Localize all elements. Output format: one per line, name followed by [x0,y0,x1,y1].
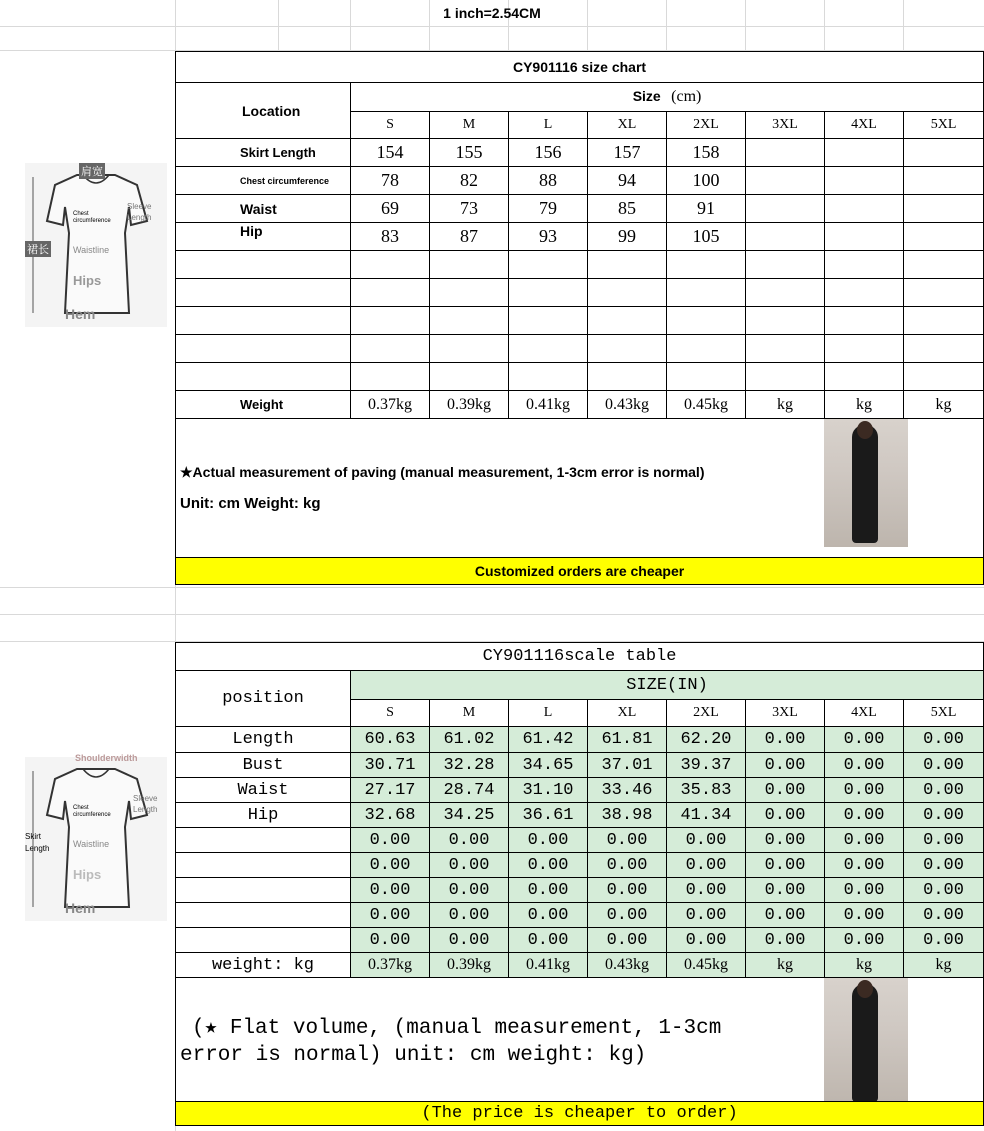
cell: 0.00 [509,903,588,928]
cell: 27.17 [351,778,430,803]
size-col-5xl: 5XL [904,700,984,727]
size-chart-cm [175,51,984,585]
cell: 0.00 [667,903,746,928]
cell: 0.00 [588,928,667,953]
weight-label: Weight [176,391,351,419]
cell: 0.00 [667,878,746,903]
cell: 82 [430,167,509,195]
cell [746,167,825,195]
table-row [176,727,984,753]
model-dress [852,984,878,1102]
cell: 91 [667,195,746,223]
cell: 0.00 [509,928,588,953]
cell: 0.00 [904,828,984,853]
cell: 0.00 [430,903,509,928]
note-line-2: Unit: cm Weight: kg [180,495,321,512]
size-col-3xl: 3XL [746,700,825,727]
cell: 0.00 [588,903,667,928]
cell: 0.00 [746,778,825,803]
weight-cell: kg [746,953,825,978]
weight-cell: kg [746,391,825,419]
cell: 39.37 [667,753,746,778]
cell: 0.00 [746,903,825,928]
size-col-m: M [430,700,509,727]
model-photo-icon [824,419,908,547]
cell: 0.00 [904,853,984,878]
cell: 61.02 [430,727,509,753]
dress-sketch-icon [25,753,167,921]
cell: 156 [509,139,588,167]
cell: 32.28 [430,753,509,778]
cell: 0.00 [746,727,825,753]
row-label: Bust [176,753,351,778]
cell: 62.20 [667,727,746,753]
cell: 0.00 [746,853,825,878]
size-col-4xl: 4XL [825,112,904,139]
cell: 85 [588,195,667,223]
row-label: Waist [176,778,351,803]
hips-label: Hips [73,867,102,882]
chest-label: Chest circumference [73,805,111,818]
weight-cell: 0.39kg [430,391,509,419]
size-col-5xl: 5XL [904,112,984,139]
row-label: Skirt Length [176,139,351,167]
cell: 155 [430,139,509,167]
row-label [176,853,351,878]
weight-cell: 0.43kg [588,953,667,978]
model-dress [852,425,878,543]
size-header-unit: (cm) [671,88,702,105]
cell: 41.34 [667,803,746,828]
cell: 0.00 [746,878,825,903]
empty-row [176,251,984,279]
table-row [176,853,984,878]
size-col-l: L [509,700,588,727]
weight-row [176,391,984,419]
row-label: Waist [176,195,351,223]
cell: 0.00 [430,853,509,878]
cell: 61.42 [509,727,588,753]
size-col-2xl: 2XL [667,700,746,727]
note-line-1: ★Actual measurement of paving (manual measurement, 1-3cm error is normal) [180,464,705,480]
cell: 0.00 [667,828,746,853]
cell: 0.00 [825,803,904,828]
cell [825,195,904,223]
row-label [176,928,351,953]
cell: 0.00 [825,727,904,753]
size-col-xl: XL [588,700,667,727]
chart-title: CY901116 size chart [176,52,984,83]
cell [746,223,825,251]
row-label [176,828,351,853]
chest-label: Chest circumference [73,211,111,224]
cell [904,167,984,195]
cell: 0.00 [351,903,430,928]
cell: 0.00 [904,903,984,928]
table-row [176,928,984,953]
cell: 0.00 [904,803,984,828]
cell: 38.98 [588,803,667,828]
cell: 34.25 [430,803,509,828]
cell: 60.63 [351,727,430,753]
row-label: Hip [176,223,351,251]
cell [904,223,984,251]
table-row [176,828,984,853]
cell: 0.00 [904,928,984,953]
location-header: Location [176,83,351,139]
cell: 0.00 [430,928,509,953]
empty-row [176,335,984,363]
table-row [176,223,984,251]
cell: 99 [588,223,667,251]
empty-row [176,363,984,391]
hem-label: Hem [65,900,96,916]
cell: 0.00 [825,878,904,903]
cell [746,139,825,167]
table-row [176,778,984,803]
weight-cell: 0.37kg [351,953,430,978]
waistline-label: Waistline [73,839,110,849]
cell: 30.71 [351,753,430,778]
cell: 0.00 [509,878,588,903]
cell: 0.00 [825,778,904,803]
model-photo-icon [824,978,908,1102]
weight-cell: 0.41kg [509,953,588,978]
cell [746,195,825,223]
cell: 0.00 [351,828,430,853]
note-area [176,978,984,1102]
cell [825,167,904,195]
cell: 79 [509,195,588,223]
cell: 87 [430,223,509,251]
cell: 0.00 [588,828,667,853]
table-row [176,903,984,928]
footer-banner: Customized orders are cheaper [176,558,984,585]
cell: 0.00 [746,928,825,953]
table-row [176,139,984,167]
cell: 100 [667,167,746,195]
table-row [176,195,984,223]
cell: 0.00 [430,828,509,853]
weight-row [176,953,984,978]
table-row [176,167,984,195]
cell: 0.00 [430,878,509,903]
weight-cell: kg [825,953,904,978]
shoulder-label: 肩宽 [81,165,103,178]
length-label: 裙长 [27,243,49,256]
cell: 0.00 [746,828,825,853]
size-col-2xl: 2XL [667,112,746,139]
table-row [176,803,984,828]
cell [904,195,984,223]
empty-row [176,307,984,335]
cell: 0.00 [667,928,746,953]
cell: 28.74 [430,778,509,803]
weight-cell: 0.45kg [667,391,746,419]
cell: 0.00 [825,828,904,853]
size-col-s: S [351,700,430,727]
cell: 158 [667,139,746,167]
length-label: Skirt Length [25,832,50,853]
unit-caption: 1 inch=2.54CM [443,5,541,21]
cell: 0.00 [825,903,904,928]
hips-label: Hips [73,273,102,288]
cell: 0.00 [351,853,430,878]
cell: 0.00 [588,878,667,903]
hem-label: Hem [65,306,96,322]
note-line-2: error is normal) unit: cm weight: kg) [180,1044,647,1067]
cell: 88 [509,167,588,195]
cell: 154 [351,139,430,167]
footer-banner: (The price is cheaper to order) [176,1102,984,1126]
size-col-m: M [430,112,509,139]
size-header-label: Size [632,88,661,104]
empty-row [176,279,984,307]
cell [825,223,904,251]
cell: 0.00 [825,753,904,778]
cell: 69 [351,195,430,223]
cell: 32.68 [351,803,430,828]
row-label [176,878,351,903]
size-header: SIZE(IN) [351,671,984,700]
cell [904,139,984,167]
cell: 0.00 [746,753,825,778]
cell: 61.81 [588,727,667,753]
row-label: Hip [176,803,351,828]
size-header [351,83,984,112]
cell: 0.00 [667,853,746,878]
cell: 0.00 [904,753,984,778]
model-head [857,980,873,998]
cell: 33.46 [588,778,667,803]
note-area [176,419,984,558]
size-col-l: L [509,112,588,139]
model-head [857,421,873,439]
cell: 0.00 [351,928,430,953]
row-label: Length [176,727,351,753]
cell: 36.61 [509,803,588,828]
sleeve-label: Sleeve Length [127,202,152,222]
row-label: Chest circumference [176,167,351,195]
cell: 0.00 [904,727,984,753]
cell: 0.00 [588,853,667,878]
cell: 157 [588,139,667,167]
note-line-1: (★ Flat volume, (manual measurement, 1-3cm [192,1017,722,1040]
weight-cell: 0.39kg [430,953,509,978]
size-chart-in [175,642,984,1126]
chart-title: CY901116scale table [176,643,984,671]
table-row [176,753,984,778]
weight-cell: 0.41kg [509,391,588,419]
cell: 35.83 [667,778,746,803]
size-col-3xl: 3XL [746,112,825,139]
weight-cell: 0.37kg [351,391,430,419]
cell: 0.00 [351,878,430,903]
cell: 37.01 [588,753,667,778]
weight-cell: kg [825,391,904,419]
weight-label: weight: kg [176,953,351,978]
cell: 0.00 [746,803,825,828]
weight-cell: kg [904,953,984,978]
cell: 94 [588,167,667,195]
dress-sketch-icon [25,163,167,327]
cell: 0.00 [904,778,984,803]
cell: 93 [509,223,588,251]
waistline-label: Waistline [73,245,110,255]
position-header: position [176,671,351,727]
sleeve-label: Sleeve Length [133,794,158,814]
weight-cell: 0.43kg [588,391,667,419]
cell: 0.00 [825,928,904,953]
size-col-xl: XL [588,112,667,139]
cell: 83 [351,223,430,251]
cell: 31.10 [509,778,588,803]
cell [825,139,904,167]
cell: 73 [430,195,509,223]
cell: 78 [351,167,430,195]
cell: 34.65 [509,753,588,778]
size-col-4xl: 4XL [825,700,904,727]
table-row [176,878,984,903]
shoulder-label: Shoulderwidth [75,753,138,763]
weight-cell: 0.45kg [667,953,746,978]
cell: 0.00 [509,828,588,853]
size-col-s: S [351,112,430,139]
cell: 0.00 [509,853,588,878]
cell: 105 [667,223,746,251]
weight-cell: kg [904,391,984,419]
cell: 0.00 [904,878,984,903]
row-label [176,903,351,928]
cell: 0.00 [825,853,904,878]
